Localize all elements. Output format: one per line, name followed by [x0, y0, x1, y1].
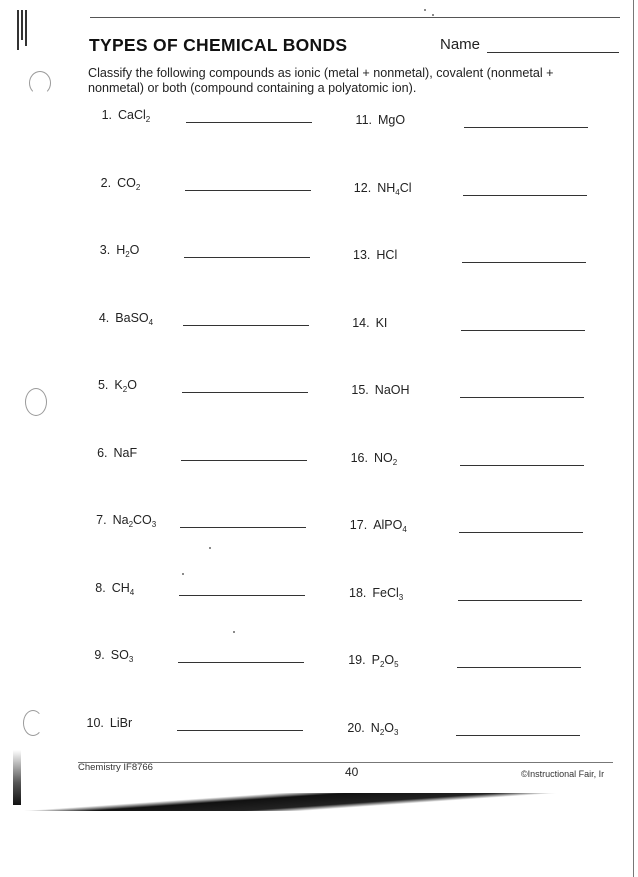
answer-line[interactable] — [463, 195, 587, 196]
item-number: 6. — [97, 446, 108, 460]
item-number: 10. — [86, 716, 104, 730]
top-rule — [90, 17, 620, 18]
answer-line[interactable] — [181, 460, 307, 461]
answer-line[interactable] — [183, 325, 309, 326]
item-number: 12. — [353, 181, 372, 195]
item-number: 19. — [348, 653, 366, 667]
footer-publisher: ©Instructional Fair, Ir — [521, 769, 605, 779]
answer-line[interactable] — [462, 262, 586, 263]
answer-line[interactable] — [458, 600, 582, 601]
punch-hole-bottom — [23, 710, 43, 736]
compound-item — [340, 586, 600, 610]
compound-item — [81, 513, 341, 537]
compound-item — [339, 721, 599, 745]
compound-item — [346, 113, 606, 137]
item-number: 5. — [97, 378, 109, 392]
item-number: 18. — [349, 586, 367, 600]
answer-line[interactable] — [184, 257, 310, 258]
compound-formula: $Na_2CO_3$ — [112, 513, 157, 529]
answer-line[interactable] — [464, 127, 588, 128]
compound-formula: $H_2O$ — [116, 243, 140, 259]
item-number: 14. — [352, 316, 370, 330]
compound-formula: NaF — [113, 446, 138, 460]
item-number: 13. — [353, 248, 371, 262]
compound-formula: $CO_2$ — [117, 176, 141, 192]
compound-item — [342, 451, 602, 475]
answer-line[interactable] — [460, 397, 584, 398]
compound-formula: $N_2O_3$ — [370, 721, 399, 737]
compound-item — [80, 581, 340, 605]
compound-item — [82, 378, 342, 402]
compound-formula: $K_2O$ — [114, 378, 137, 394]
answer-line[interactable] — [461, 330, 585, 331]
compound-formula: NaOH — [374, 383, 410, 397]
punch-hole-top — [29, 71, 51, 95]
answer-line[interactable] — [457, 667, 581, 668]
compound-item — [82, 446, 342, 470]
compound-item — [83, 311, 343, 335]
scan-speck — [424, 9, 426, 11]
item-number: 16. — [350, 451, 368, 465]
scan-right-edge — [633, 0, 634, 877]
item-number: 17. — [349, 518, 368, 532]
item-number: 20. — [347, 721, 365, 735]
scan-speck — [432, 14, 434, 16]
scan-speck — [233, 631, 235, 633]
punch-hole-middle — [25, 388, 47, 416]
footer-book: Chemistry IF8766 — [78, 762, 153, 773]
compound-formula: $NO_2$ — [374, 451, 398, 467]
answer-line[interactable] — [456, 735, 580, 736]
compound-item — [78, 716, 338, 740]
answer-line[interactable] — [177, 730, 303, 731]
item-number: 9. — [94, 648, 105, 662]
compound-formula: CaCl$_2$ — [118, 108, 151, 124]
answer-line[interactable] — [186, 122, 312, 123]
compound-formula: $SO_3$ — [110, 648, 134, 664]
compound-item — [344, 248, 604, 272]
compound-item — [84, 243, 344, 267]
compound-formula: $CH_4$ — [111, 581, 135, 597]
compound-formula: HCl — [376, 248, 398, 262]
page-number: 40 — [345, 765, 359, 779]
compound-formula: LiBr — [109, 716, 133, 730]
compound-item — [340, 653, 600, 677]
bottom-scan-bar — [14, 793, 636, 811]
instructions: Classify the following compounds as ionic (metal + nonmetal), covalent (nonmetal + nonmetal) or both (compound containing a polyatomic ion). — [88, 66, 554, 95]
answer-line[interactable] — [180, 527, 306, 528]
compound-item — [85, 176, 345, 200]
answer-line[interactable] — [179, 595, 305, 596]
answer-line[interactable] — [182, 392, 308, 393]
answer-line[interactable] — [185, 190, 311, 191]
compound-formula: BaSO$_4$ — [115, 311, 154, 327]
item-number: 2. — [100, 176, 112, 190]
compound-formula: AlPO$_4$ — [373, 518, 407, 534]
page-title: TYPES OF CHEMICAL BONDS — [89, 35, 348, 55]
answer-line[interactable] — [460, 465, 584, 466]
compound-formula: MgO — [378, 113, 406, 127]
item-number: 3. — [99, 243, 111, 257]
name-field[interactable] — [487, 52, 619, 53]
compound-item — [341, 518, 601, 542]
compound-item — [86, 108, 346, 132]
answer-line[interactable] — [178, 662, 304, 663]
item-number: 4. — [98, 311, 110, 325]
footer-rule — [78, 762, 613, 763]
binder-mark — [17, 10, 31, 50]
compound-item — [345, 181, 605, 205]
compound-formula: KI — [375, 316, 388, 330]
item-number: 1. — [101, 108, 112, 122]
item-number: 7. — [96, 513, 107, 527]
compound-formula: $P_2O_5$ — [371, 653, 399, 669]
compound-item — [79, 648, 339, 672]
compound-item — [343, 383, 603, 407]
scan-speck — [209, 547, 211, 549]
scan-speck — [182, 573, 184, 575]
item-number: 15. — [351, 383, 369, 397]
compound-formula: $NH_4Cl$ — [377, 181, 412, 197]
compound-item — [344, 316, 604, 340]
item-number: 8. — [95, 581, 106, 595]
item-number: 11. — [355, 113, 372, 127]
name-label: Name — [440, 36, 481, 53]
answer-line[interactable] — [459, 532, 583, 533]
compound-formula: FeCl$_3$ — [372, 586, 404, 602]
